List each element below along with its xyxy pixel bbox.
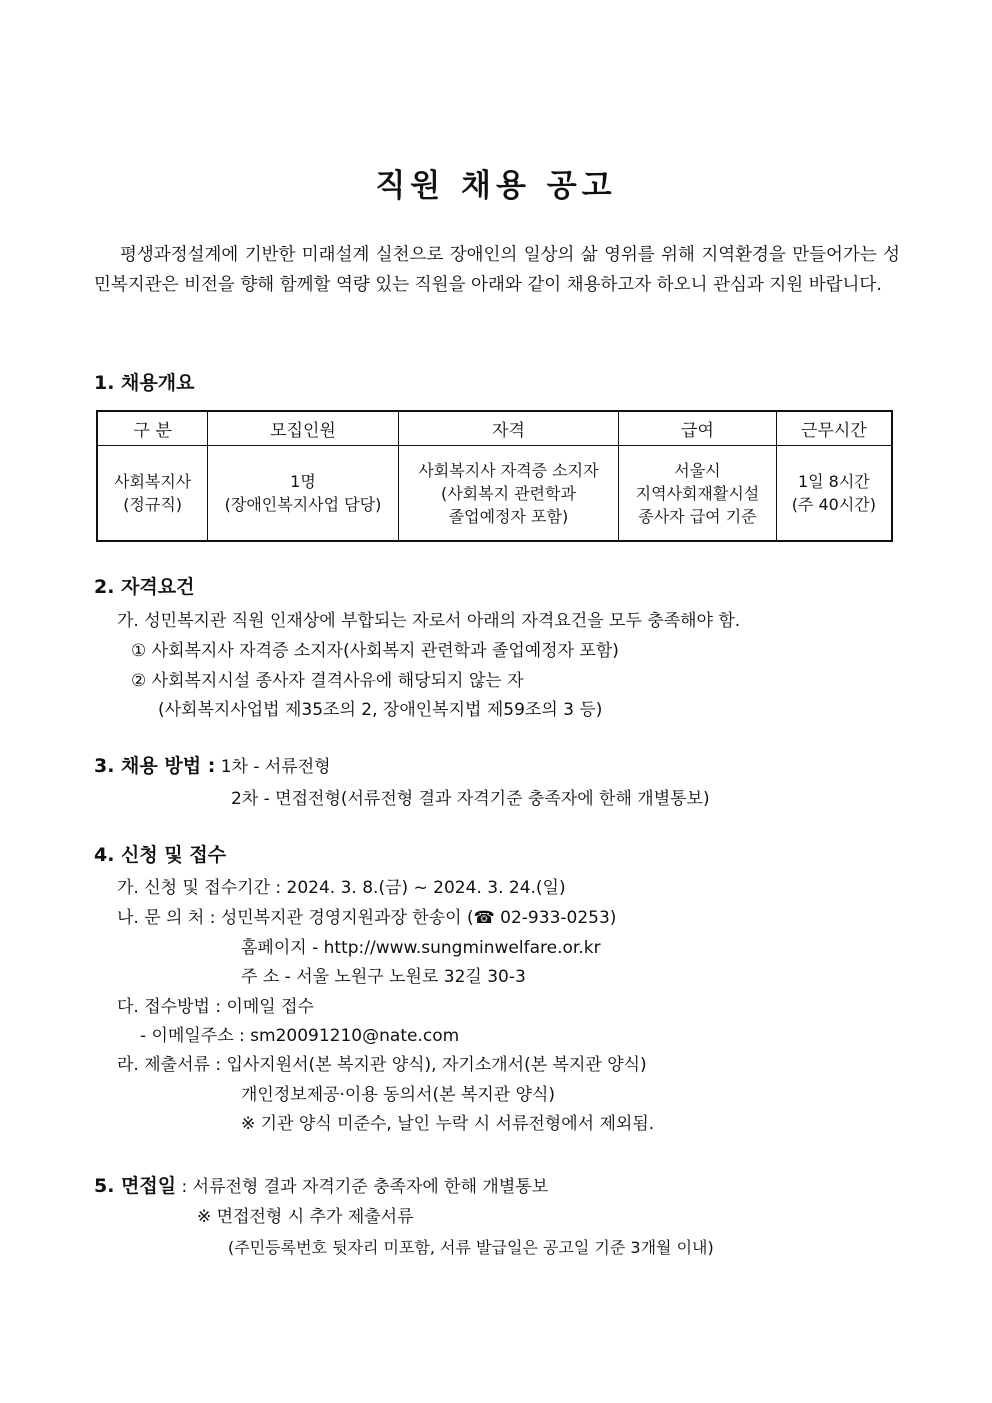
section-5-heading: 5. 면접일 xyxy=(94,1175,177,1197)
method-step-1: 1차 - 서류전형 xyxy=(220,757,331,777)
interview-extra-docs: ※ 면접전형 시 추가 제출서류 xyxy=(197,1207,414,1227)
header-category: 구 분 xyxy=(97,411,208,446)
cell-line: 지역사회재활시설 xyxy=(635,483,760,503)
cell-qualification xyxy=(398,446,618,542)
homepage-info: 홈페이지 - http://www.sungminwelfare.or.kr xyxy=(241,938,601,958)
cell-line: (장애인복지사업 담당) xyxy=(224,495,382,514)
cell-line: 1명 xyxy=(290,472,316,491)
intro-paragraph xyxy=(94,240,900,300)
table-row xyxy=(97,446,892,542)
cell-line: 1일 8시간 xyxy=(797,472,870,491)
header-headcount: 모집인원 xyxy=(208,411,399,446)
cell-salary xyxy=(619,446,777,542)
documents-note: ※ 기관 양식 미준수, 날인 누락 시 서류전형에서 제외됨. xyxy=(241,1114,655,1134)
cell-hours xyxy=(776,446,892,542)
cell-line: 사회복지사 xyxy=(113,472,192,491)
intro-text: 평생과정설계에 기반한 미래설계 실천으로 장애인의 일상의 삶 영위를 위해 지역환경을 만들어가는 성민복지관은 비전을 향해 함께할 역량 있는 직원을 아래와 같이 채용하고자 하오니 관심과 지원 바랍니다. xyxy=(94,245,900,295)
cell-line: (사회복지 관련학과 xyxy=(440,483,576,503)
page-title: 직원 채용 공고 xyxy=(375,168,617,204)
cell-line: 종사자 급여 기준 xyxy=(638,506,757,526)
qualification-item-1: ① 사회복지사 자격증 소지자(사회복지 관련학과 졸업예정자 포함) xyxy=(131,641,619,661)
table-header-row xyxy=(97,411,892,446)
method-step-2: 2차 - 면접전형(서류전형 결과 자격기준 충족자에 한해 개별통보) xyxy=(231,789,710,809)
cell-headcount xyxy=(208,446,399,542)
submission-method: 다. 접수방법 : 이메일 접수 xyxy=(117,997,314,1017)
qualification-intro: 가. 성민복지관 직원 인재상에 부합되는 자로서 아래의 자격요건을 모두 충족해야 함. xyxy=(117,611,741,631)
cell-line: 졸업예정자 포함) xyxy=(448,506,569,526)
section-4-heading: 4. 신청 및 접수 xyxy=(94,844,227,866)
section-2-heading: 2. 자격요건 xyxy=(94,576,195,598)
required-documents: 라. 제출서류 : 입사지원서(본 복지관 양식), 자기소개서(본 복지관 양식) xyxy=(117,1055,647,1075)
section-3-heading: 3. 채용 방법 : xyxy=(94,755,216,777)
qualification-item-2: ② 사회복지시설 종사자 결격사유에 해당되지 않는 자 xyxy=(131,671,524,691)
cell-line: 서울시 xyxy=(674,460,721,480)
section-3-line xyxy=(94,751,331,778)
address-info: 주 소 - 서울 노원구 노원로 32길 30-3 xyxy=(241,967,526,987)
section-1-heading: 1. 채용개요 xyxy=(94,372,195,394)
header-hours: 근무시간 xyxy=(776,411,892,446)
required-documents-2: 개인정보제공·이용 동의서(본 복지관 양식) xyxy=(241,1085,556,1105)
cell-line: 사회복지사 자격증 소지자 xyxy=(418,460,599,480)
recruitment-table xyxy=(96,410,893,542)
header-salary: 급여 xyxy=(619,411,777,446)
cell-category xyxy=(97,446,208,542)
section-5-line xyxy=(94,1171,548,1198)
cell-line: (정규직) xyxy=(123,495,183,514)
qualification-item-2-note: (사회복지사업법 제35조의 2, 장애인복지법 제59조의 3 등) xyxy=(158,700,603,720)
contact-info: 나. 문 의 처 : 성민복지관 경영지원과장 한송이 (☎ 02-933-0253) xyxy=(117,908,617,928)
interview-extra-docs-note: (주민등록번호 뒷자리 미포함, 서류 발급일은 공고일 기준 3개월 이내) xyxy=(228,1238,714,1257)
header-qualification: 자격 xyxy=(398,411,618,446)
email-address: - 이메일주소 : sm20091210@nate.com xyxy=(140,1026,460,1046)
application-period: 가. 신청 및 접수기간 : 2024. 3. 8.(금) ~ 2024. 3. 24.(일) xyxy=(117,878,566,898)
interview-notice: : 서류전형 결과 자격기준 충족자에 한해 개별통보 xyxy=(181,1177,549,1197)
cell-line: (주 40시간) xyxy=(791,495,877,514)
